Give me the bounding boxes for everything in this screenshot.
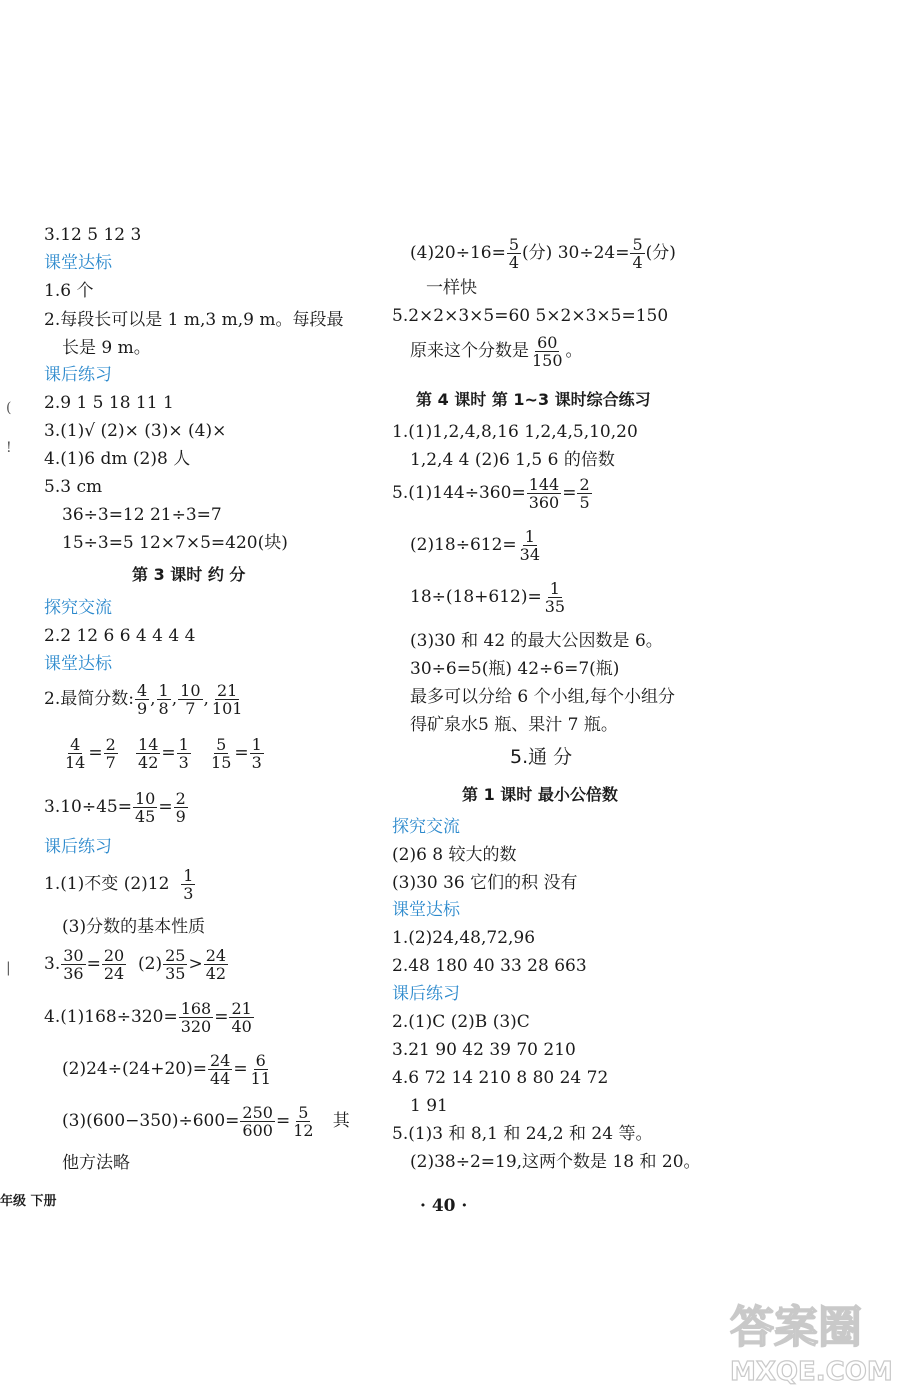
answer-line: 长是 9 m。	[62, 338, 151, 358]
scan-edge-mark: !	[6, 440, 12, 456]
answer-line: (3)分数的基本性质	[62, 917, 206, 937]
answer-line: 一样快	[426, 278, 477, 298]
answer-line-fractions: (3)(600−350)÷600= $\frac{250}{600}$ = $\frac{5}{12}$ 其	[62, 1103, 350, 1140]
answer-line-fractions: 原来这个分数是 $\frac{60}{150}$ 。	[410, 333, 583, 370]
answer-line: 最多可以分给 6 个小组,每个小组分	[410, 687, 676, 707]
section-heading: 课后练习	[44, 837, 112, 857]
answer-line: 15÷3=5 12×7×5=420(块)	[62, 533, 288, 553]
unit-heading: 5.通 分	[510, 746, 573, 768]
answer-line: 30÷6=5(瓶) 42÷6=7(瓶)	[410, 659, 620, 679]
answer-line: (3)30 36 它们的积 没有	[392, 873, 578, 893]
answer-line-fractions: 5.(1)144÷360= $\frac{144}{360}$ = $\frac{2}{5}$	[392, 475, 590, 512]
answer-line: 他方法略	[62, 1153, 130, 1173]
answer-line: 1,2,4 4 (2)6 1,5 6 的倍数	[410, 450, 615, 470]
section-heading: 课堂达标	[44, 654, 112, 674]
answer-line: 3.12 5 12 3	[44, 225, 142, 245]
answer-line: 3.(1)√ (2)× (3)× (4)×	[44, 421, 227, 441]
scan-edge-mark: |	[6, 960, 11, 976]
watermark-text: 答案圈	[730, 1302, 862, 1353]
answer-line-fractions: $\frac{4}{14}$ = $\frac{2}{7}$ $\frac{14}{42}$ = $\frac{1}{3}$ $\frac{5}{15}$ = $\frac{1}{3}$	[65, 735, 262, 772]
watermark-url: MXQE.COM	[730, 1357, 893, 1387]
answer-line-fractions: 3.10÷45= $\frac{10}{45}$ = $\frac{2}{9}$	[44, 789, 186, 826]
answer-line: 1.6 个	[44, 281, 94, 301]
lesson-heading: 第 1 课时 最小公倍数	[462, 785, 618, 804]
answer-line: 1 91	[410, 1096, 448, 1116]
answer-line: 2.9 1 5 18 11 1	[44, 393, 174, 413]
answer-line: 5.2×2×3×5=60 5×2×3×5=150	[392, 306, 669, 326]
answer-line: (2)38÷2=19,这两个数是 18 和 20。	[410, 1152, 701, 1172]
answer-line: (3)30 和 42 的最大公因数是 6。	[410, 631, 663, 651]
lesson-heading: 第 3 课时 约 分	[132, 565, 246, 584]
answer-line: 5.(1)3 和 8,1 和 24,2 和 24 等。	[392, 1124, 653, 1144]
answer-line: 2.每段长可以是 1 m,3 m,9 m。每段最	[44, 310, 344, 330]
answer-line-fractions: 2.最简分数: $\frac{4}{9}$ , $\frac{1}{8}$ , $\frac{10}{7}$ , $\frac{21}{101}$	[44, 681, 243, 718]
section-heading: 探究交流	[392, 817, 460, 837]
answer-line-fractions: 4.(1)168÷320= $\frac{168}{320}$ = $\frac{21}{40}$	[44, 999, 252, 1036]
answer-line: 1.(1)1,2,4,8,16 1,2,4,5,10,20	[392, 422, 638, 442]
section-heading: 探究交流	[44, 598, 112, 618]
answer-line: 4.(1)6 dm (2)8 人	[44, 449, 191, 469]
answer-line: 4.6 72 14 210 8 80 24 72	[392, 1068, 609, 1088]
section-heading: 课后练习	[392, 984, 460, 1004]
answer-line-fractions: 3. $\frac{30}{36}$ = $\frac{20}{24}$ (2) $\frac{25}{35}$ > $\frac{24}{42}$	[44, 946, 227, 983]
section-heading: 课后练习	[44, 365, 112, 385]
answer-line: 得矿泉水5 瓶、果汁 7 瓶。	[410, 715, 618, 735]
answer-line-fractions: (4)20÷16= $\frac{5}{4}$ (分) 30÷24= $\frac{5}{4}$ (分)	[410, 235, 676, 272]
answer-line: 2.48 180 40 33 28 663	[392, 956, 587, 976]
watermark-logo	[720, 1290, 900, 1390]
section-heading: 课堂达标	[44, 253, 112, 273]
footer-grade: 年级 下册	[0, 1194, 57, 1209]
answer-line-fractions: 1.(1)不变 (2)12 $\frac{1}{3}$	[44, 866, 194, 903]
answer-line: 36÷3=12 21÷3=7	[62, 505, 222, 525]
section-heading: 课堂达标	[392, 900, 460, 920]
lesson-heading: 第 4 课时 第 1~3 课时综合练习	[416, 390, 651, 409]
answer-line: 1.(2)24,48,72,96	[392, 928, 536, 948]
page-number: · 40 ·	[420, 1196, 468, 1216]
answer-line: 2.2 12 6 6 4 4 4 4	[44, 626, 196, 646]
answer-line: 5.3 cm	[44, 477, 103, 497]
answer-line: 3.21 90 42 39 70 210	[392, 1040, 576, 1060]
answer-line-fractions: (2)18÷612= $\frac{1}{34}$	[410, 527, 541, 564]
answer-line-fractions: 18÷(18+612)= $\frac{1}{35}$	[410, 579, 566, 616]
answer-line: (2)6 8 较大的数	[392, 845, 517, 865]
scan-edge-mark: (	[6, 400, 12, 416]
answer-line: 2.(1)C (2)B (3)C	[392, 1012, 530, 1032]
answer-line-fractions: (2)24÷(24+20)= $\frac{24}{44}$ = $\frac{6}{11}$	[62, 1051, 271, 1088]
